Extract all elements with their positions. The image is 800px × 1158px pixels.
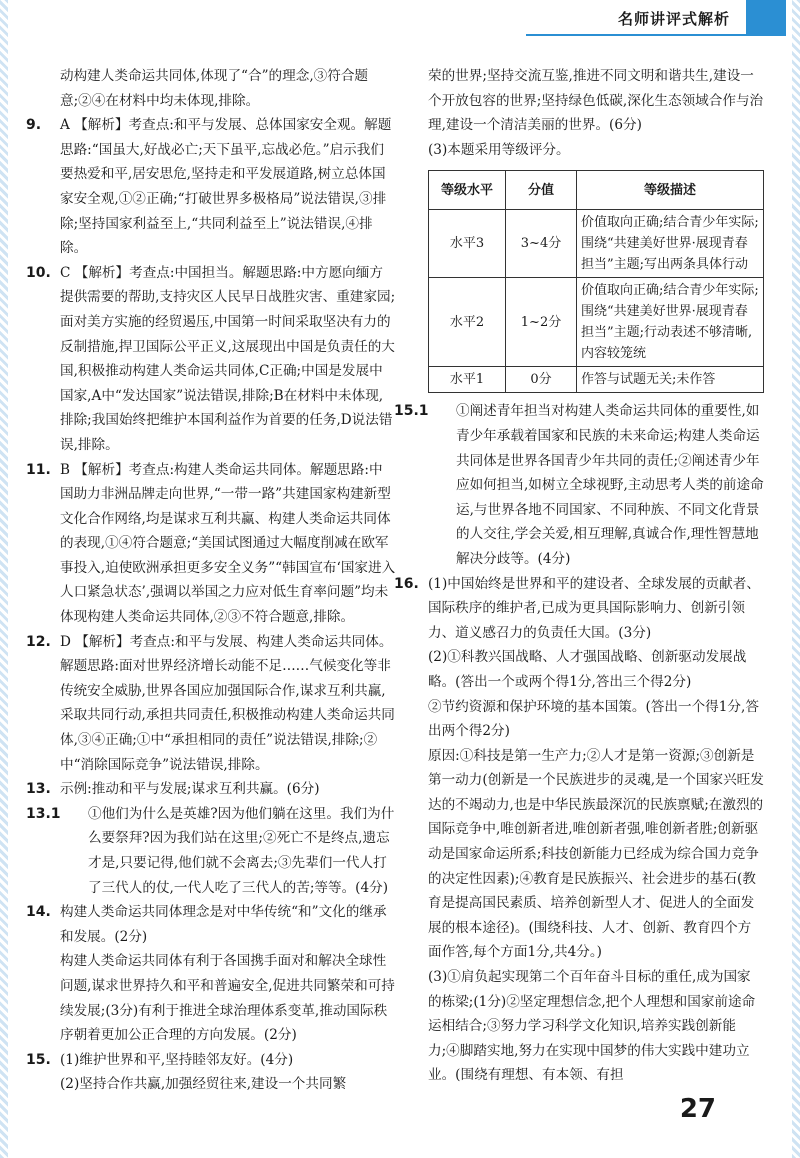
question-number: 16.	[394, 575, 419, 592]
table-header: 等级描述	[577, 171, 764, 210]
answer-13-1: 13.1 ①他们为什么是英雄?因为他们躺在这里。我们为什么要祭拜?因为我们站在这里;②死亡不是终点,遗忘才是,只要记得,他们就不会离去;③先辈们一代人打了三代人的仗,一代人吃了三代人的苦;等等。(4分)	[60, 802, 396, 900]
question-number: 11.	[26, 461, 51, 478]
question-number: 13.1	[26, 805, 61, 822]
question-number: 10.	[26, 264, 51, 281]
level-cell: 水平2	[429, 278, 506, 367]
table-header: 分值	[506, 171, 577, 210]
right-decorative-stripe	[792, 0, 800, 1158]
header-rule	[526, 34, 786, 36]
table-row	[429, 367, 764, 393]
score-cell: 3~4分	[506, 210, 577, 278]
left-decorative-stripe	[0, 0, 8, 1158]
page-number: 27	[679, 1094, 716, 1124]
answer-15: 15. (1)维护世界和平,坚持睦邻友好。(4分) (2)坚持合作共赢,加强经贸往来,建设一个共同繁	[60, 1048, 396, 1097]
answer-16: 16. (1)中国始终是世界和平的建设者、全球发展的贡献者、国际秩序的维护者,已成为更具国际影响力、创新引领力、道义感召力的负责任大国。(3分) (2)①科教兴国战略、人才强国战略、创新驱动发展战略。(答出一个或两个得1分,答出三个得2分) ②节约资源和保护环境的基本国策。(答出一个得1分,答出两个得2分) 原因:①科技是第一生产力;②人才是第一资源;③创新是第一动力(创新是一个民族进步的灵魂,是一个国家兴旺发达的不竭动力,也是中华民族最深沉的民族禀赋;在激烈的国际竞争中,唯创新者进,唯创新者强,唯创新者胜;创新驱动是国家命运所系;科技创新能力已经成为综合国力竞争的决定性因素);④教育是民族振兴、社会进步的基石(教育是提高国民素质、培养创新型人才、促进人的全面发展的根本途径)。(围绕科技、人才、创新、教育四个方面作答,每个方面1分,共4分。) (3)①肩负起实现第二个百年奋斗目标的重任,成为国家的栋梁;(1分)②坚定理想信念,把个人理想和国家前途命运相结合;③努力学习科学文化知识,培养实践创新能力;④脚踏实地,努力在实现中国梦的伟大实践中建功立业。(围绕有理想、有本领、有担	[428, 572, 764, 1088]
desc-cell: 作答与试题无关;未作答	[577, 367, 764, 393]
page-header	[486, 0, 786, 34]
table-header-row	[429, 171, 764, 210]
grading-table	[428, 170, 764, 393]
desc-cell: 价值取向正确;结合青少年实际;围绕“共建美好世界·展现青春担当”主题;行动表述不够清晰,内容较笼统	[577, 278, 764, 367]
question-number: 9.	[26, 117, 42, 134]
question-number: 13.	[26, 781, 51, 798]
desc-cell: 价值取向正确;结合青少年实际;围绕“共建美好世界·展现青春担当”主题;写出两条具体行动	[577, 210, 764, 278]
header-accent-tab	[746, 0, 786, 34]
answer-9: 9. A 【解析】考查点:和平与发展、总体国家安全观。解题思路:“国虽大,好战必亡;天下虽平,忘战必危。”启示我们要热爱和平,居安思危,坚持走和平发展道路,树立总体国家安全观,①②正确;“打破世界多极格局”说法错误,③排除;坚持国家利益至上,“共同利益至上”说法错误,④排除。	[60, 113, 396, 261]
left-column	[26, 64, 396, 1097]
answer-continuation: 动构建人类命运共同体,体现了“合”的理念,③符合题意;②④在材料中均未体现,排除。	[60, 68, 369, 109]
question-number: 15.1	[394, 403, 429, 420]
right-column	[394, 64, 764, 1088]
table-row	[429, 210, 764, 278]
table-row	[429, 278, 764, 367]
score-cell: 1~2分	[506, 278, 577, 367]
level-cell: 水平1	[429, 367, 506, 393]
level-cell: 水平3	[429, 210, 506, 278]
question-number: 14.	[26, 904, 51, 921]
answer-11: 11. B 【解析】考查点:构建人类命运共同体。解题思路:中国助力非洲品牌走向世界,“一带一路”共建国家构建新型文化合作网络,均是谋求互利共赢、构建人类命运共同体的表现,①④符合题意;“美国试图通过大幅度削减在欧军事投入,迫使欧洲承担更多安全义务”“韩国宣布‘国家进入人口紧急状态’,强调以举国之力应对低生育率问题”均未体现构建人类命运共同体,②③不符合题意,排除。	[60, 458, 396, 630]
table-header: 等级水平	[429, 171, 506, 210]
answer-10: 10. C 【解析】考查点:中国担当。解题思路:中方愿向缅方提供需要的帮助,支持灾区人民早日战胜灾害、重建家园;面对美方实施的经贸遏压,中国第一时间采取坚决有力的反制措施,捍卫国际公平正义,这展现出中国是负责任的大国,积极推动构建人类命运共同体,C正确;中国是发展中国家,A中“发达国家”说法错误,排除;B在材料中未体现,排除;我国始终把维护本国利益作为首要的任务,D说法错误,排除。	[60, 261, 396, 458]
header-title: 名师讲评式解析	[617, 10, 730, 28]
answer-12: 12. D 【解析】考查点:和平与发展、构建人类命运共同体。解题思路:面对世界经济增长动能不足……气候变化等非传统安全威胁,世界各国应加强国际合作,谋求互利共赢,采取共同行动,承担共同责任,积极推动构建人类命运共同体,③④正确;①中“承担相同的责任”说法错误,排除;②中“消除国际竞争”说法错误,排除。	[60, 630, 396, 778]
question-number: 12.	[26, 633, 51, 650]
answer-14: 14. 构建人类命运共同体理念是对中华传统“和”文化的继承和发展。(2分) 构建人类命运共同体有利于各国携手面对和解决全球性问题,谋求世界持久和平和普遍安全,促进共同繁荣和可持续发展;(3分)有利于推进全球治理体系变革,推动国际秩序朝着更加公正合理的方向发展。(2分)	[60, 900, 396, 1048]
grading-note: (3)本题采用等级评分。	[428, 141, 570, 158]
answer-15-1: 15.1 ①阐述青年担当对构建人类命运共同体的重要性,如青少年承载着国家和民族的未来命运;构建人类命运共同体是世界各国青少年共同的责任;②阐述青少年应如何担当,如树立全球视野,主动思考人类的前途命运,与世界各地不同国家、不同种族、不同文化背景的人交往,学会关爱,相互理解,真诚合作,理性智慧地解决分歧等。(4分)	[428, 399, 764, 571]
question-number: 15.	[26, 1051, 51, 1068]
answer-15-continuation: 荣的世界;坚持交流互鉴,推进不同文明和谐共生,建设一个开放包容的世界;坚持绿色低碳,深化生态领域合作与治理,建设一个清洁美丽的世界。(6分)	[428, 68, 764, 134]
score-cell: 0分	[506, 367, 577, 393]
answer-13: 13. 示例:推动和平与发展;谋求互利共赢。(6分)	[60, 777, 396, 802]
